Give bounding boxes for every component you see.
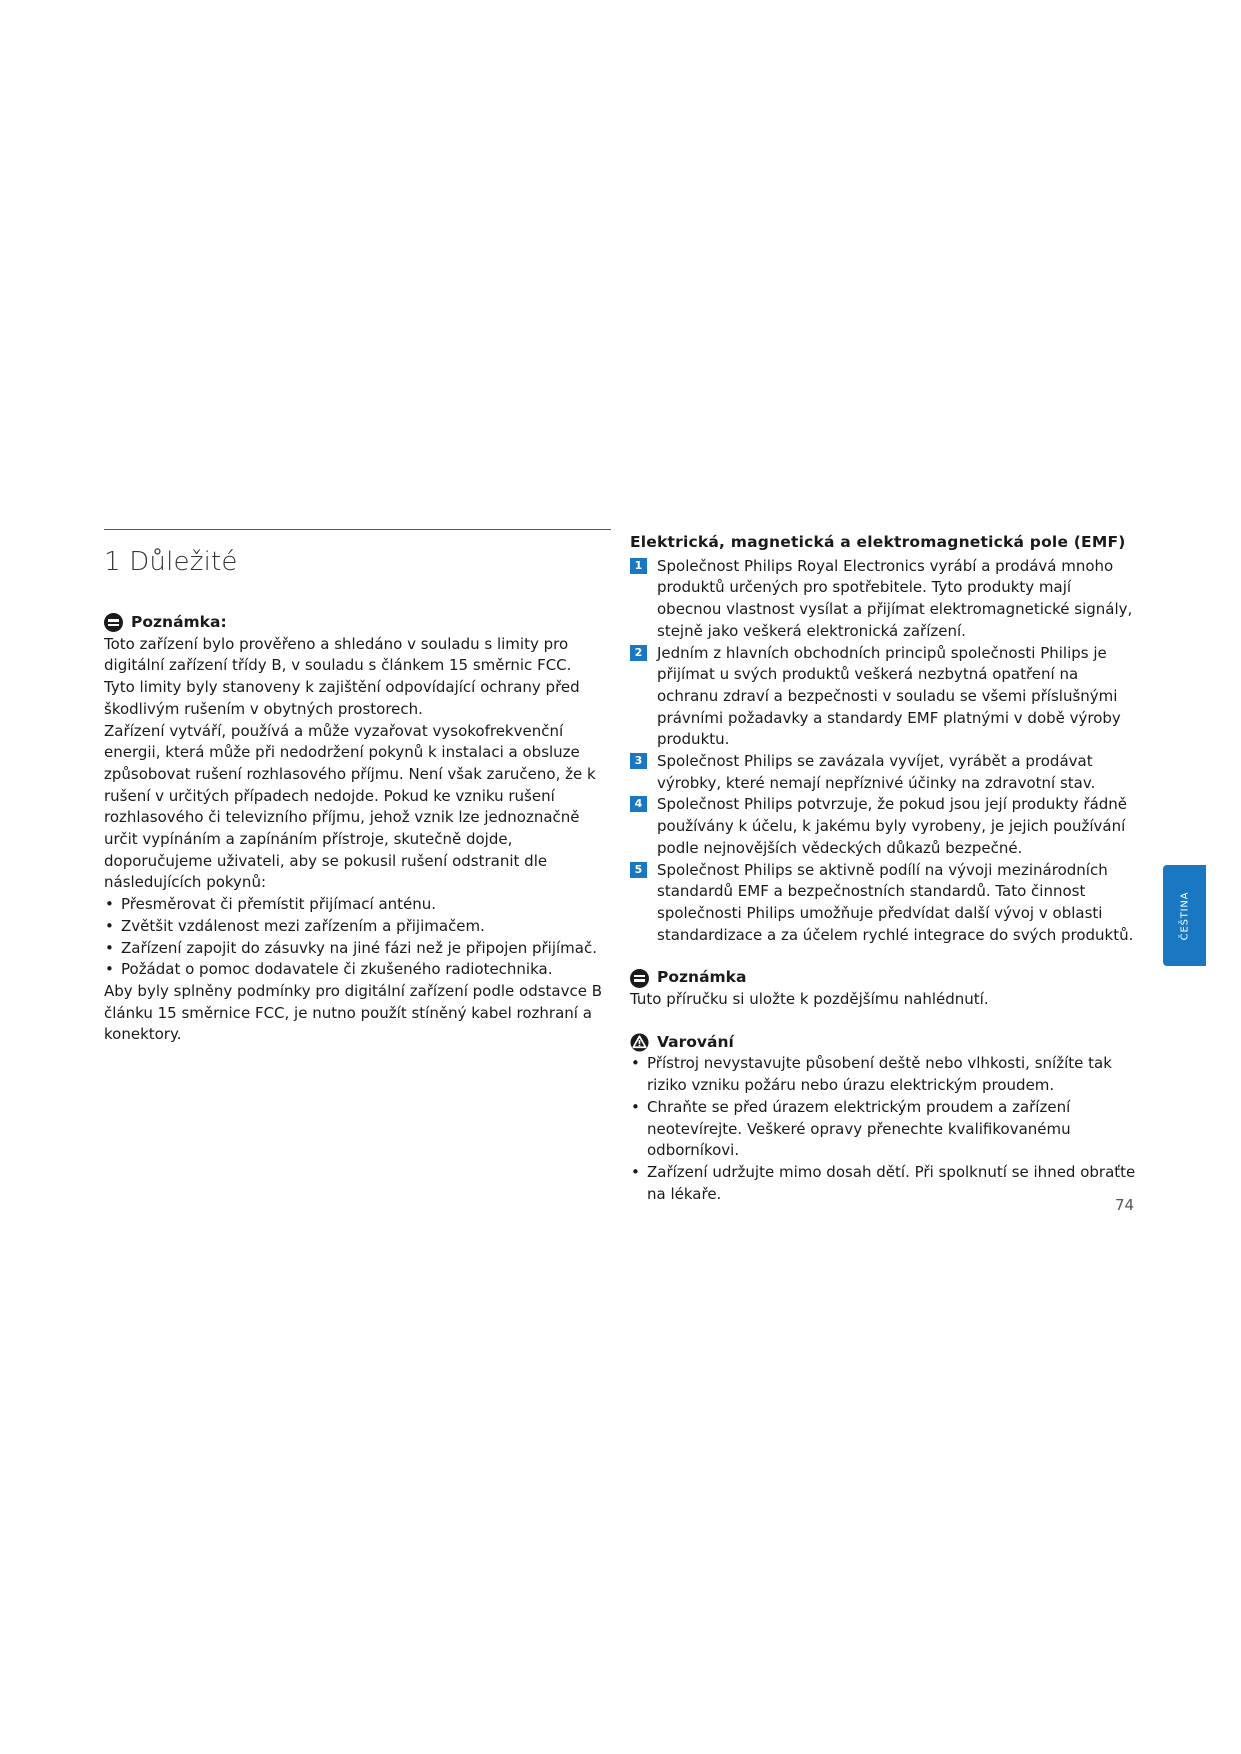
note-heading	[630, 967, 1140, 989]
list-item: • Požádat o pomoc dodavatele či zkušeného radiotechnika.	[104, 959, 614, 981]
language-tab-label: ČEŠTINA	[1179, 891, 1190, 940]
paragraph: Tyto limity byly stanoveny k zajištění odpovídající ochrany před škodlivým rušením v obytných prostorech.	[104, 678, 580, 718]
note-icon	[630, 969, 649, 988]
paragraph: Zařízení vytváří, používá a může vyzařovat vysokofrekvenční energii, která může při nedodržení pokynů k instalaci a obsluze způsobovat rušení rozhlasového příjmu. Není však zaručeno, že k rušení v určitých případech nedojde. Pokud ke vzniku rušení rozhlasového či televizního příjmu, jehož vznik lze jednoznačně určit vypínáním a zapínáním přístroje, skutečně dojde, doporučujeme uživateli, aby se pokusil rušení odstranit dle následujících pokynů:	[104, 721, 596, 892]
warning-heading	[630, 1032, 1140, 1054]
language-tab	[1163, 865, 1206, 966]
warning-list	[630, 1053, 1140, 1205]
list-item: • Přesměrovat či přemístit přijímací anténu.	[104, 894, 614, 916]
note-label: Poznámka:	[131, 613, 227, 631]
number-badge: 1	[630, 558, 647, 574]
list-item	[630, 556, 1140, 643]
list-item: • Zvětšit vzdálenost mezi zařízením a přijimačem.	[104, 916, 614, 938]
emf-heading: Elektrická, magnetická a elektromagnetická pole (EMF)	[630, 533, 1126, 551]
paragraph: Toto zařízení bylo prověřeno a shledáno v souladu s limity pro digitální zařízení třídy B, v souladu s článkem 15 směrnic FCC.	[104, 634, 572, 675]
number-badge: 5	[630, 862, 647, 878]
note-label: Poznámka	[657, 968, 747, 987]
warning-icon	[630, 1033, 649, 1052]
page-title: 1 Důležité	[104, 547, 238, 577]
list-item: • Zařízení udržujte mimo dosah dětí. Při spolknutí se ihned obraťte na lékaře.	[630, 1162, 1140, 1205]
list-item-text: Jedním z hlavních obchodních principů společnosti Philips je přijímat u svých produktů veškerá nezbytná opatření na ochranu zdraví a bezpečnosti v souladu se všemi příslušnými právními požadavky a standardy EMF platnými v době výroby produktu.	[657, 643, 1121, 749]
list-item	[630, 751, 1140, 794]
list-item: • Přístroj nevystavujte působení deště nebo vlhkosti, snížíte tak riziko vzniku požáru nebo úrazu elektrickým proudem.	[630, 1053, 1140, 1096]
number-badge: 3	[630, 753, 647, 769]
right-column	[630, 532, 1140, 1205]
list-item	[630, 643, 1140, 752]
interference-list	[104, 894, 614, 981]
list-item-text: Společnost Philips Royal Electronics vyrábí a prodává mnoho produktů určených pro spotřebitele. Tyto produkty mají obecnou vlastnost vysílat a přijímat elektromagnetické signály, stejně jako veškerá elektronická zařízení.	[657, 556, 1133, 640]
list-item: • Zařízení zapojit do zásuvky na jiné fázi než je připojen přijímač.	[104, 938, 614, 960]
note-heading	[104, 612, 614, 634]
left-column	[104, 545, 614, 1046]
note-text: Tuto příručku si uložte k pozdějšímu nahlédnutí.	[630, 990, 989, 1009]
number-badge: 2	[630, 645, 647, 661]
section-rule	[104, 529, 611, 530]
page-number: 74	[1115, 1196, 1135, 1214]
list-item	[630, 860, 1140, 947]
list-item-text: Společnost Philips se zavázala vyvíjet, vyrábět a prodávat výrobky, které nemají nepříznivé účinky na zdravotní stav.	[657, 752, 1096, 792]
number-badge: 4	[630, 796, 647, 812]
emf-list	[630, 556, 1140, 947]
note-icon	[104, 613, 123, 632]
list-item-text: Společnost Philips potvrzuje, že pokud jsou její produkty řádně používány k účelu, k jakému byly vyrobeny, je jejich používání podle nejnovějších vědeckých důkazů bezpečné.	[657, 795, 1128, 857]
closing-paragraph: Aby byly splněny podmínky pro digitální zařízení podle odstavce B článku 15 směrnice FCC, je nutno použít stíněný kabel rozhraní a konektory.	[104, 981, 603, 1044]
list-item: • Chraňte se před úrazem elektrickým proudem a zařízení neotevírejte. Veškeré opravy přenechte kvalifikovanému odborníkovi.	[630, 1097, 1140, 1162]
list-item-text: Společnost Philips se aktivně podílí na vývoji mezinárodních standardů EMF a bezpečnostních standardů. Tato činnost společnosti Philips umožňuje předvídat další vývoj v oblasti standardizace a za účelem rychlé integrace do svých produktů.	[657, 860, 1134, 944]
warning-label: Varování	[657, 1032, 734, 1051]
list-item	[630, 794, 1140, 859]
